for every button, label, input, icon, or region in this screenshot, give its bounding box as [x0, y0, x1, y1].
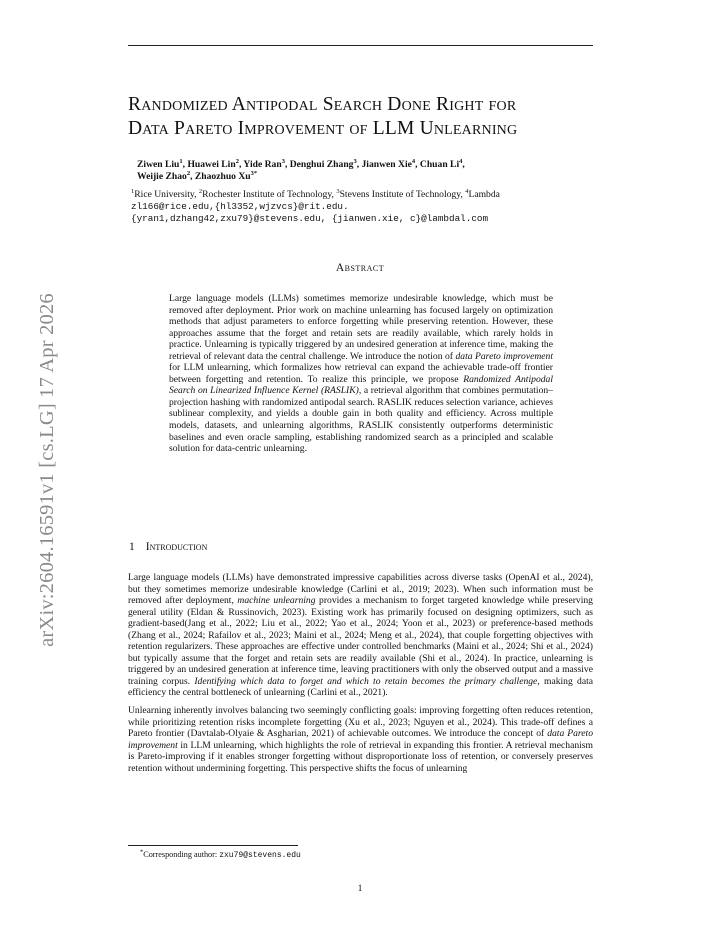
- author: Weijie Zhao$^2$: [137, 169, 191, 182]
- affiliations: [131, 189, 601, 225]
- author: Yide Ran$^3$: [243, 157, 285, 170]
- affiliation-line: $^1$Rice University, $^2$Rochester Institute of Technology, $^3$Stevens Institute of Technology, $^4$Lambda: [131, 187, 500, 200]
- author: Chuan Li$^4$: [419, 157, 463, 170]
- section-body: [128, 572, 593, 780]
- title-line-1: Randomized Antipodal Search Done Right for: [128, 94, 517, 115]
- section-number: 1: [129, 541, 135, 553]
- author: Ziwen Liu$^1$: [137, 157, 183, 170]
- email-line[interactable]: {yran1,dzhang42,zxu79}@stevens.edu, {jianwen.xie, c}@lambdal.com: [131, 213, 489, 224]
- author-list: Ziwen Liu$^1$, Huawei Lin$^2$, Yide Ran$^3$, Denghui Zhang$^3$, Jianwen Xie$^4$, Chuan Li$^4$, Weijie Zhao$^2$, Zhaozhuo $Xu^{3*}$: [137, 157, 465, 182]
- email-line[interactable]: zl166@rice.edu,{hl3352,wjzvcs}@rit.edu.: [131, 201, 349, 212]
- title-line-2: Data Pareto Improvement of LLM Unlearning: [128, 118, 518, 139]
- author: Huawei Lin$^2$: [187, 157, 239, 170]
- footnote-email[interactable]: zxu79@stevens.edu: [219, 851, 301, 860]
- author: Denghui Zhang$^3$: [289, 157, 357, 170]
- paper-title: [128, 93, 608, 141]
- section-title: Introduction: [145, 541, 208, 553]
- footnote: *Corresponding author: zxu79@stevens.edu: [140, 848, 301, 860]
- abstract-heading: Abstract: [335, 262, 385, 274]
- author: Jianwen Xie$^4$: [361, 157, 416, 170]
- body-paragraph: Unlearning inherently involves balancing two seemingly conflicting goals: improving forgetting often reduces retention, while prioritizing retention risks incomplete forgetting (Xu et al., 2023; Nguyen et al., 2024). This trade-off defines a Pareto frontier (Davtalab-Olyaie & Asgharian, 2021) of achievable outcomes. We introduce the concept of data Pareto improvement in LLM unlearning, which highlights the role of retrieval in expanding this frontier. A retrieval mechanism is Pareto-improving if it enables stronger forgetting without disproportionate loss of retention, or conversely preserves retention without undermining forgetting. This perspective shifts the focus of unlearning: [128, 705, 593, 774]
- top-rule: [128, 45, 593, 46]
- body-paragraph: Large language models (LLMs) have demonstrated impressive capabilities across diverse tasks (OpenAI et al., 2024), but they sometimes memorize undesirable knowledge (Carlini et al., 2019; 2023). When such information must be removed after deployment, machine unlearning provides a mechanism to forget targeted knowledge while preserving general utility (Eldan & Russinovich, 2023). Existing work has primarily focused on designing optimizers, such as gradient-based(Jang et al., 2022; Liu et al., 2022; Yao et al., 2024; Yoon et al., 2023) or preference-based methods (Zhang et al., 2024; Rafailov et al., 2023; Maini et al., 2024; Meng et al., 2024), that couple forgetting objectives with retention regularizers. These approaches are effective under controlled benchmarks (Maini et al., 2024; Shi et al., 2024) but typically assume that the forget and retain sets are readily available (Shi et al., 2024). In practice, unlearning is triggered by an undesired generation at inference time, leaving practitioners with only the observed output and a massive training corpus. Identifying which data to forget and which to retain becomes the primary challenge, making data efficiency the central bottleneck of unlearning (Carlini et al., 2021).: [128, 572, 594, 699]
- abstract-body: [169, 293, 553, 455]
- page-number: 1: [357, 883, 363, 894]
- author: Zhaozhuo $Xu^{3*}$: [194, 169, 258, 182]
- footnote-rule: [128, 845, 298, 846]
- arxiv-identifier: arXiv:2604.16591v1 [cs.LG] 17 Apr 2026: [36, 293, 58, 647]
- abstract-paragraph: Large language models (LLMs) sometimes memorize undesirable knowledge, which must be removed after deployment. Prior work on machine unlearning has focused largely on optimization methods that adjust parameters to enforce forgetting while preserving retention. However, these approaches assume that the forget and retain sets are readily available, which rarely holds in practice. Unlearning is typically triggered by an undesired generation at inference time, making the retrieval of relevant data the central challenge. We introduce the notion of data Pareto improvement for LLM unlearning, which formalizes how retrieval can expand the achievable trade-off frontier between forgetting and retention. To realize this principle, we propose Randomized Antipodal Search on Linearized Influence Kernel (RASLIK), a retrieval algorithm that combines permutation–projection hashing with randomized antipodal search. RASLIK reduces selection variance, achieves sublinear complexity, and yields a double gain in both quality and efficiency. Across multiple models, datasets, and unlearning algorithms, RASLIK consistently outperforms deterministic baselines and even oracle sampling, establishing randomized search as a principled and scalable solution for data-centric unlearning.: [169, 293, 554, 455]
- section-heading: [129, 541, 207, 553]
